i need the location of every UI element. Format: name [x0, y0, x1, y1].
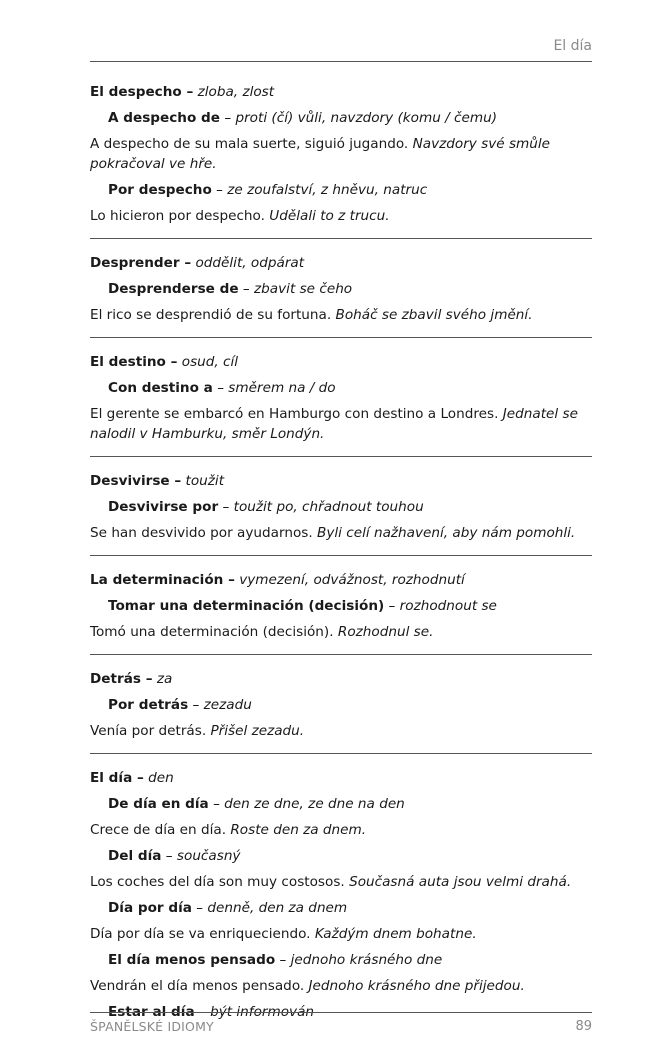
- phrase-line: [90, 695, 592, 715]
- headword: El día –: [90, 770, 144, 786]
- example-line: [90, 872, 592, 892]
- idiom-entry: [90, 555, 592, 654]
- example-line: [90, 721, 592, 741]
- header-divider: [90, 61, 592, 62]
- headword: La determinación –: [90, 572, 235, 588]
- example-line: [90, 976, 592, 996]
- idiom-entry: [90, 82, 592, 238]
- phrase-meaning: – rozhodnout se: [388, 598, 497, 614]
- phrase-line: [90, 794, 592, 814]
- idiom-entry: [90, 238, 592, 337]
- phrase-meaning: – být informován: [198, 1004, 315, 1020]
- phrase-meaning: – zezadu: [192, 697, 252, 713]
- entries-list: [90, 82, 592, 1034]
- example-czech: Rozhodnul se.: [337, 624, 434, 640]
- phrase-term: Día por día: [108, 900, 192, 916]
- phrase-meaning: – toužit po, chřadnout touhou: [222, 499, 424, 515]
- example-spanish: Se han desvivido por ayudarnos.: [90, 525, 313, 541]
- example-spanish: El gerente se embarcó en Hamburgo con destino a Londres.: [90, 406, 499, 422]
- headword-meaning: vymezení, odvážnost, rozhodnutí: [239, 572, 465, 588]
- phrase-line: [90, 108, 592, 128]
- phrase-term: Del día: [108, 848, 162, 864]
- example-czech: Navzdory své smůle pokračoval ve hře.: [90, 136, 551, 172]
- example-czech: Udělali to z trucu.: [269, 208, 390, 224]
- example-line: [90, 924, 592, 944]
- headword-meaning: den: [148, 770, 174, 786]
- headword: Desvivirse –: [90, 473, 182, 489]
- example-spanish: Vendrán el día menos pensado.: [90, 978, 305, 994]
- example-czech: Přišel zezadu.: [210, 723, 305, 739]
- phrase-meaning: – zbavit se čeho: [242, 281, 353, 297]
- entry-headword-line: [90, 253, 592, 273]
- example-czech: Současná auta jsou velmi drahá.: [349, 874, 572, 890]
- phrase-term: Por detrás: [108, 697, 189, 713]
- example-czech: Každým dnem bohatne.: [314, 926, 477, 942]
- entry-headword-line: [90, 570, 592, 590]
- footer-divider: [90, 1012, 592, 1013]
- headword-meaning: zloba, zlost: [197, 84, 275, 100]
- footer-book-title: ŠPANĚLSKÉ IDIOMY: [90, 1019, 214, 1034]
- entry-headword-line: [90, 82, 592, 102]
- headword: Desprender –: [90, 255, 192, 271]
- example-spanish: Crece de día en día.: [90, 822, 227, 838]
- entry-headword-line: [90, 768, 592, 788]
- example-line: [90, 404, 592, 444]
- headword: El despecho –: [90, 84, 194, 100]
- example-spanish: Día por día se va enriqueciendo.: [90, 926, 311, 942]
- running-head-title: El día: [553, 38, 592, 54]
- example-spanish: Lo hicieron por despecho.: [90, 208, 265, 224]
- entry-headword-line: [90, 352, 592, 372]
- phrase-line: [90, 596, 592, 616]
- phrase-term: Estar al día: [108, 1004, 195, 1020]
- idiom-entry: [90, 753, 592, 1034]
- phrase-meaning: – ze zoufalství, z hněvu, natruc: [216, 182, 428, 198]
- phrase-line: [90, 950, 592, 970]
- headword: El destino –: [90, 354, 178, 370]
- example-czech: Byli celí nažhavení, aby nám pomohli.: [317, 525, 576, 541]
- example-line: [90, 523, 592, 543]
- idiom-entry: [90, 654, 592, 753]
- example-line: [90, 134, 592, 174]
- example-spanish: Venía por detrás.: [90, 723, 207, 739]
- idiom-entry: [90, 337, 592, 456]
- headword-meaning: oddělit, odpárat: [195, 255, 305, 271]
- example-czech: Jednoho krásného dne přijedou.: [308, 978, 525, 994]
- phrase-line: [90, 898, 592, 918]
- phrase-meaning: – den ze dne, ze dne na den: [213, 796, 405, 812]
- phrase-line: [90, 497, 592, 517]
- phrase-line: [90, 279, 592, 299]
- phrase-meaning: – současný: [165, 848, 241, 864]
- entry-headword-line: [90, 669, 592, 689]
- phrase-term: El día menos pensado: [108, 952, 276, 968]
- headword-meaning: osud, cíl: [181, 354, 239, 370]
- phrase-meaning: – jednoho krásného dne: [279, 952, 443, 968]
- phrase-term: Desvivirse por: [108, 499, 219, 515]
- example-line: [90, 820, 592, 840]
- phrase-term: A despecho de: [108, 110, 221, 126]
- example-spanish: Tomó una determinación (decisión).: [90, 624, 334, 640]
- phrase-term: Por despecho: [108, 182, 212, 198]
- idiom-entry: [90, 456, 592, 555]
- example-czech: Roste den za dnem.: [230, 822, 367, 838]
- example-spanish: Los coches del día son muy costosos.: [90, 874, 345, 890]
- phrase-line: [90, 180, 592, 200]
- phrase-term: De día en día: [108, 796, 209, 812]
- phrase-meaning: – denně, den za dnem: [196, 900, 348, 916]
- headword: Detrás –: [90, 671, 153, 687]
- example-line: [90, 305, 592, 325]
- example-czech: Boháč se zbavil svého jmění.: [335, 307, 533, 323]
- phrase-term: Desprenderse de: [108, 281, 239, 297]
- phrase-term: Con destino a: [108, 380, 213, 396]
- headword-meaning: toužit: [185, 473, 225, 489]
- phrase-meaning: – směrem na / do: [217, 380, 336, 396]
- phrase-line: [90, 846, 592, 866]
- example-line: [90, 622, 592, 642]
- phrase-line: [90, 378, 592, 398]
- example-line: [90, 206, 592, 226]
- phrase-term: Tomar una determinación (decisión): [108, 598, 385, 614]
- entry-headword-line: [90, 471, 592, 491]
- example-czech: Jednatel se nalodil v Hamburku, směr Londýn.: [90, 406, 578, 442]
- page-number: 89: [575, 1019, 592, 1034]
- phrase-meaning: – proti (čí) vůli, navzdory (komu / čemu): [224, 110, 498, 126]
- example-spanish: A despecho de su mala suerte, siguió jugando.: [90, 136, 409, 152]
- headword-meaning: za: [156, 671, 173, 687]
- example-spanish: El rico se desprendió de su fortuna.: [90, 307, 332, 323]
